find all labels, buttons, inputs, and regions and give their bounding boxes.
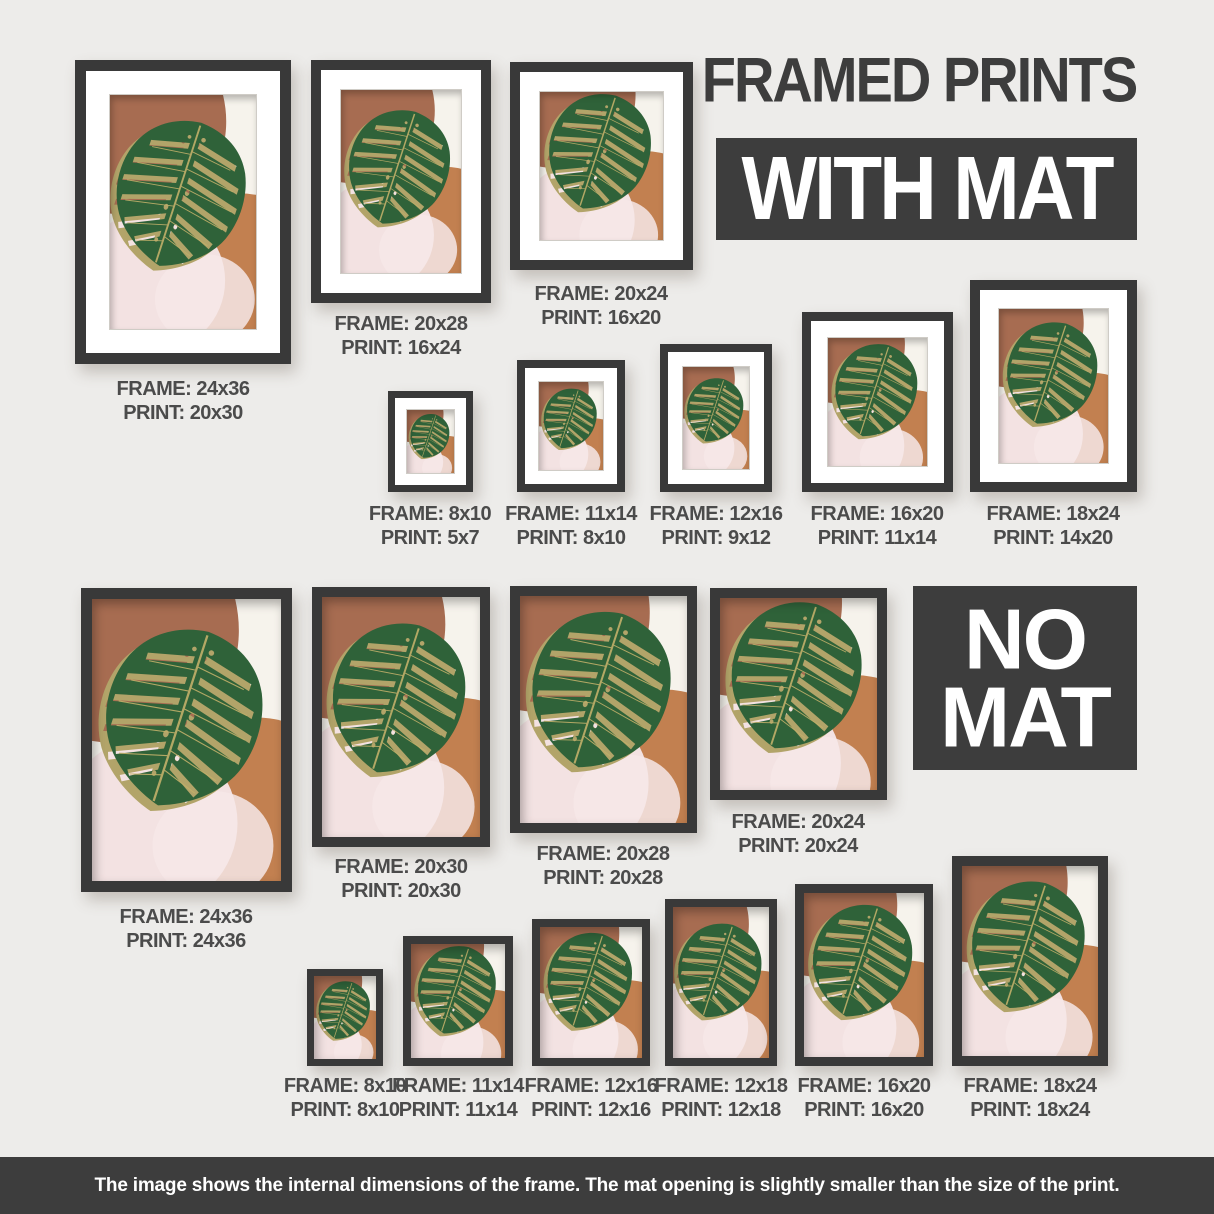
no-mat-label-20x30: FRAME: 20x30 PRINT: 20x30: [334, 856, 468, 903]
footer-note-bar: [0, 1157, 1214, 1214]
with-mat-label-20x24: FRAME: 20x24 PRINT: 16x20: [534, 283, 668, 330]
monstera-artwork: [407, 410, 454, 473]
no-mat-banner: [913, 586, 1137, 770]
no-mat-banner-line2: MAT: [940, 669, 1110, 765]
no-mat-frame-20x28: [510, 586, 697, 833]
no-mat-label-24x36: FRAME: 24x36 PRINT: 24x36: [119, 906, 253, 953]
with-mat-label-8x10: FRAME: 8x10 PRINT: 5x7: [368, 503, 492, 550]
with-mat-frame-8x10: [388, 391, 473, 492]
no-mat-label-8x10: FRAME: 8x10 PRINT: 8x10: [283, 1075, 407, 1122]
monstera-artwork: [720, 598, 877, 790]
monstera-artwork: [539, 382, 603, 470]
monstera-artwork: [673, 907, 769, 1058]
monstera-artwork: [110, 95, 256, 329]
monstera-artwork: [520, 596, 687, 823]
with-mat-label-20x28: FRAME: 20x28 PRINT: 16x24: [334, 313, 468, 360]
no-mat-frame-24x36: [81, 588, 292, 892]
monstera-artwork: [962, 866, 1098, 1056]
with-mat-label-24x36: FRAME: 24x36 PRINT: 20x30: [116, 378, 250, 425]
monstera-artwork: [540, 927, 642, 1058]
no-mat-label-20x28: FRAME: 20x28 PRINT: 20x28: [536, 843, 670, 890]
no-mat-frame-18x24: [952, 856, 1108, 1066]
with-mat-frame-11x14: [517, 360, 625, 492]
monstera-artwork: [92, 599, 281, 881]
no-mat-frame-20x24: [710, 588, 887, 800]
with-mat-label-16x20: FRAME: 16x20 PRINT: 11x14: [810, 503, 944, 550]
no-mat-frame-16x20: [795, 884, 933, 1066]
no-mat-label-18x24: FRAME: 18x24 PRINT: 18x24: [963, 1075, 1097, 1122]
with-mat-frame-20x24: [510, 62, 693, 270]
with-mat-frame-18x24: [970, 280, 1137, 492]
with-mat-banner: [716, 138, 1137, 240]
with-mat-frame-16x20: [802, 312, 953, 492]
monstera-artwork: [341, 90, 461, 273]
no-mat-frame-20x30: [312, 587, 490, 847]
no-mat-label-12x16: FRAME: 12x16 PRINT: 12x16: [524, 1075, 658, 1122]
no-mat-frame-12x18: [665, 899, 777, 1066]
monstera-artwork: [540, 92, 663, 240]
with-mat-banner-text: WITH MAT: [741, 138, 1112, 239]
with-mat-frame-24x36: [75, 60, 291, 364]
monstera-artwork: [804, 893, 924, 1057]
monstera-artwork: [314, 976, 376, 1059]
page-title: FRAMED PRINTS: [701, 43, 1137, 115]
no-mat-label-16x20: FRAME: 16x20 PRINT: 16x20: [797, 1075, 931, 1122]
no-mat-label-11x14: FRAME: 11x14 PRINT: 11x14: [392, 1075, 524, 1122]
no-mat-frame-8x10: [307, 969, 383, 1066]
with-mat-label-11x14: FRAME: 11x14 PRINT: 8x10: [505, 503, 637, 550]
footer-note-text: The image shows the internal dimensions of the frame. The mat opening is slightly smaller than the size of the print.: [94, 1174, 1120, 1196]
no-mat-label-20x24: FRAME: 20x24 PRINT: 20x24: [731, 811, 865, 858]
with-mat-label-12x16: FRAME: 12x16 PRINT: 9x12: [649, 503, 783, 550]
monstera-artwork: [322, 597, 480, 837]
monstera-artwork: [828, 338, 927, 466]
monstera-artwork: [411, 944, 505, 1058]
monstera-artwork: [999, 309, 1108, 463]
no-mat-frame-11x14: [403, 936, 513, 1066]
no-mat-banner-line1: NO: [964, 590, 1086, 687]
monstera-artwork: [683, 367, 749, 469]
with-mat-frame-20x28: [311, 60, 491, 303]
no-mat-label-12x18: FRAME: 12x18 PRINT: 12x18: [654, 1075, 788, 1122]
no-mat-frame-12x16: [532, 919, 650, 1066]
with-mat-label-18x24: FRAME: 18x24 PRINT: 14x20: [986, 503, 1120, 550]
with-mat-frame-12x16: [660, 344, 772, 492]
